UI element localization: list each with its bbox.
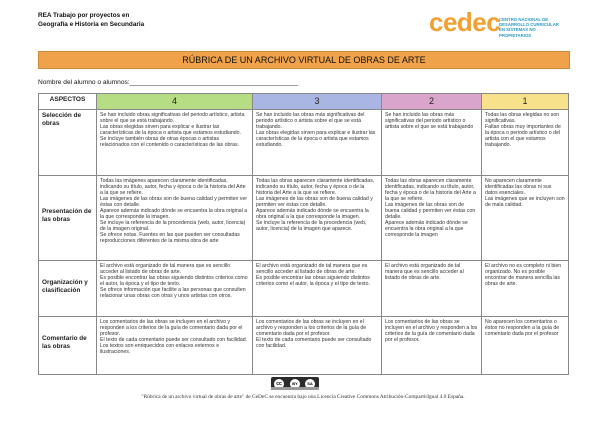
table-cell: Los comentarios de las obras se incluyen en el archivo y responden a los criterios de la guía de comentario dada por el profesor. El texto de cada comentario puede ser consultado con facilidad. Los textos son enriquecidos con enlaces externos e ilustraciones.	[97, 317, 253, 375]
rubric-title: RÚBRICA DE UN ARCHIVO VIRTUAL DE OBRAS DE ARTE	[38, 51, 570, 69]
header-level-3: 3	[253, 94, 382, 110]
table-cell: Todas las obras aparecen claramente identificadas, indicando su título, autor, fecha y época o de la historia del Arte a la que se refiere. Las imágenes de las obras son de buena calidad y permiten ver éstas con detalle. Aparece además indicado dónde se encuentra la obra original a la que corresponde la imagen	[382, 176, 482, 261]
table-cell: Se han incluido obras significativas del periodo artístico, artista sobre el que se está trabajando. Las obras elegidas sirven para explicar e ilustrar las características de la época o artista que estamos estudiando. Se incluye también obras de otras épocas o artistas relacionados con el contenido o características de las obras.	[97, 110, 253, 176]
table-cell: No aparecen claramente identificadas las obras ni sus datos esenciales. Las imágenes que se incluyen son de mala calidad.	[482, 176, 569, 261]
table-cell: Se han incluido las obras más significativas del periodo artístico o artista sobre el que se está trabajando. Las obras elegidas sirven para explicar e ilustrar las características de la época o artista que estamos estudiando.	[253, 110, 382, 176]
aspect-label: Comentario de las obras	[39, 317, 97, 375]
table-cell: Los comentarios de las obras se incluyen en el archivo y responden a los criterios de la guía de comentario dada por el profesor. El texto de cada comentario puede ser consultado con facilidad.	[253, 317, 382, 375]
rubric-table	[38, 93, 569, 375]
logo-subtitle-line: DESARROLLO CURRICULAR	[499, 22, 559, 28]
logo-subtitle-line: EN SISTEMAS NO PROPIETARIOS	[499, 27, 536, 38]
cedec-logo	[429, 6, 569, 42]
header-level-2: 2	[382, 94, 482, 110]
logo-subtitle	[499, 17, 569, 38]
aspect-label: Organización y clasificación	[39, 261, 97, 317]
cc-icon: cc	[274, 379, 284, 389]
table-cell: El archivo está organizado de tal manera que es sencillo acceder al listado de obras de arte. Es posible encontrar las obras siguiendo distintos criterios como el autor, la época y el tipo de texto.	[253, 261, 382, 317]
header-line-1: REA Trabajo por proyectos en	[38, 12, 130, 19]
table-cell: El archivo no es completo ni bien organizado. No es posible encontrar de manera sencilla las obras de arte.	[482, 261, 569, 317]
logo-wordmark: cedec	[429, 7, 501, 37]
table-cell: Se han incluido las obras más significativas del periodo artístico o artista sobre el que se está trabajando	[382, 110, 482, 176]
logo-subtitle-line: CENTRO NACIONAL DE	[499, 17, 549, 22]
cc-badge-band	[271, 387, 319, 390]
table-row	[39, 176, 569, 261]
table-cell: El archivo está organizado de tal manera que es sencillo acceder al listado de obras de arte. Es posible encontrar las obras siguiendo distintos criterios como el autor, la época y el tipo de texto. Se ofrece información que facilite a las personas que consulten relacionar unas obras con otras y unos artistas con otros.	[97, 261, 253, 317]
table-cell: Todas las obras aparecen claramente identificadas, indicando su título, autor, fecha y época o de la historia del Arte a la que se refiere. Las imágenes de las obras son de buena calidad y permiten ver éstas con detalle. Aparece además indicado dónde se encuentra la obra original a la que corresponde la imagen. Se incluye la referencia de la procedencia (web, autor, licencia) de la imagen que aparece.	[253, 176, 382, 261]
header-level-1: 1	[482, 94, 569, 110]
aspect-label: Presentación de las obras	[39, 176, 97, 261]
cc-by-sa-badge	[271, 377, 319, 390]
aspect-label: Selección de obras	[39, 110, 97, 176]
table-header-row	[39, 94, 569, 110]
sa-icon: SA	[305, 379, 315, 389]
table-cell: No aparecen los comentarios o éstos no responden a la guía de comentario dada por el profesor	[482, 317, 569, 375]
by-icon: BY	[290, 379, 300, 389]
license-footer: "Rúbrica de un archivo virtual de obras de arte" de CeDeC se encuentra bajo una Licencia Creative Commons Atribución-CompartirIgual 4.0 España.	[141, 394, 465, 400]
header-aspectos: ASPECTOS	[39, 94, 97, 110]
table-cell: El archivo está organizado de tal manera que es sencillo acceder al listado de obras de arte.	[382, 261, 482, 317]
header-level-4: 4	[97, 94, 253, 110]
table-row	[39, 110, 569, 176]
table-row	[39, 261, 569, 317]
table-cell: Los comentarios de las obras se incluyen en el archivo y responden a los criterios de la guía de comentario dada por el profesor.	[382, 317, 482, 375]
table-row	[39, 317, 569, 375]
table-cell: Todas las imágenes aparecen claramente identificadas, indicando su título, autor, fecha y época o de la historia del Arte a la que se refiere. Las imágenes de las obras son de buena calidad y permiten ver éstas con detalle. Aparece además indicado dónde se encuentra la obra original a la que corresponde la imagen. Se incluye la referencia de la procedencia (web, autor, licencia) de la imagen original. Se ofrece notas. Fuentes en las que pueden ser consultadas reproducciones diferentes de la misma obra de arte	[97, 176, 253, 261]
table-cell: Todas las obras elegidas no son significativas. Faltan obras muy importantes de la época o periodo artístico o del artista con el que estamos trabajando.	[482, 110, 569, 176]
student-name-line: Nombre del alumno o alumnos:______________________________________________	[38, 79, 299, 86]
header-line-2: Geografía e Historia en Secundaria	[38, 20, 145, 28]
document-header	[38, 12, 144, 29]
